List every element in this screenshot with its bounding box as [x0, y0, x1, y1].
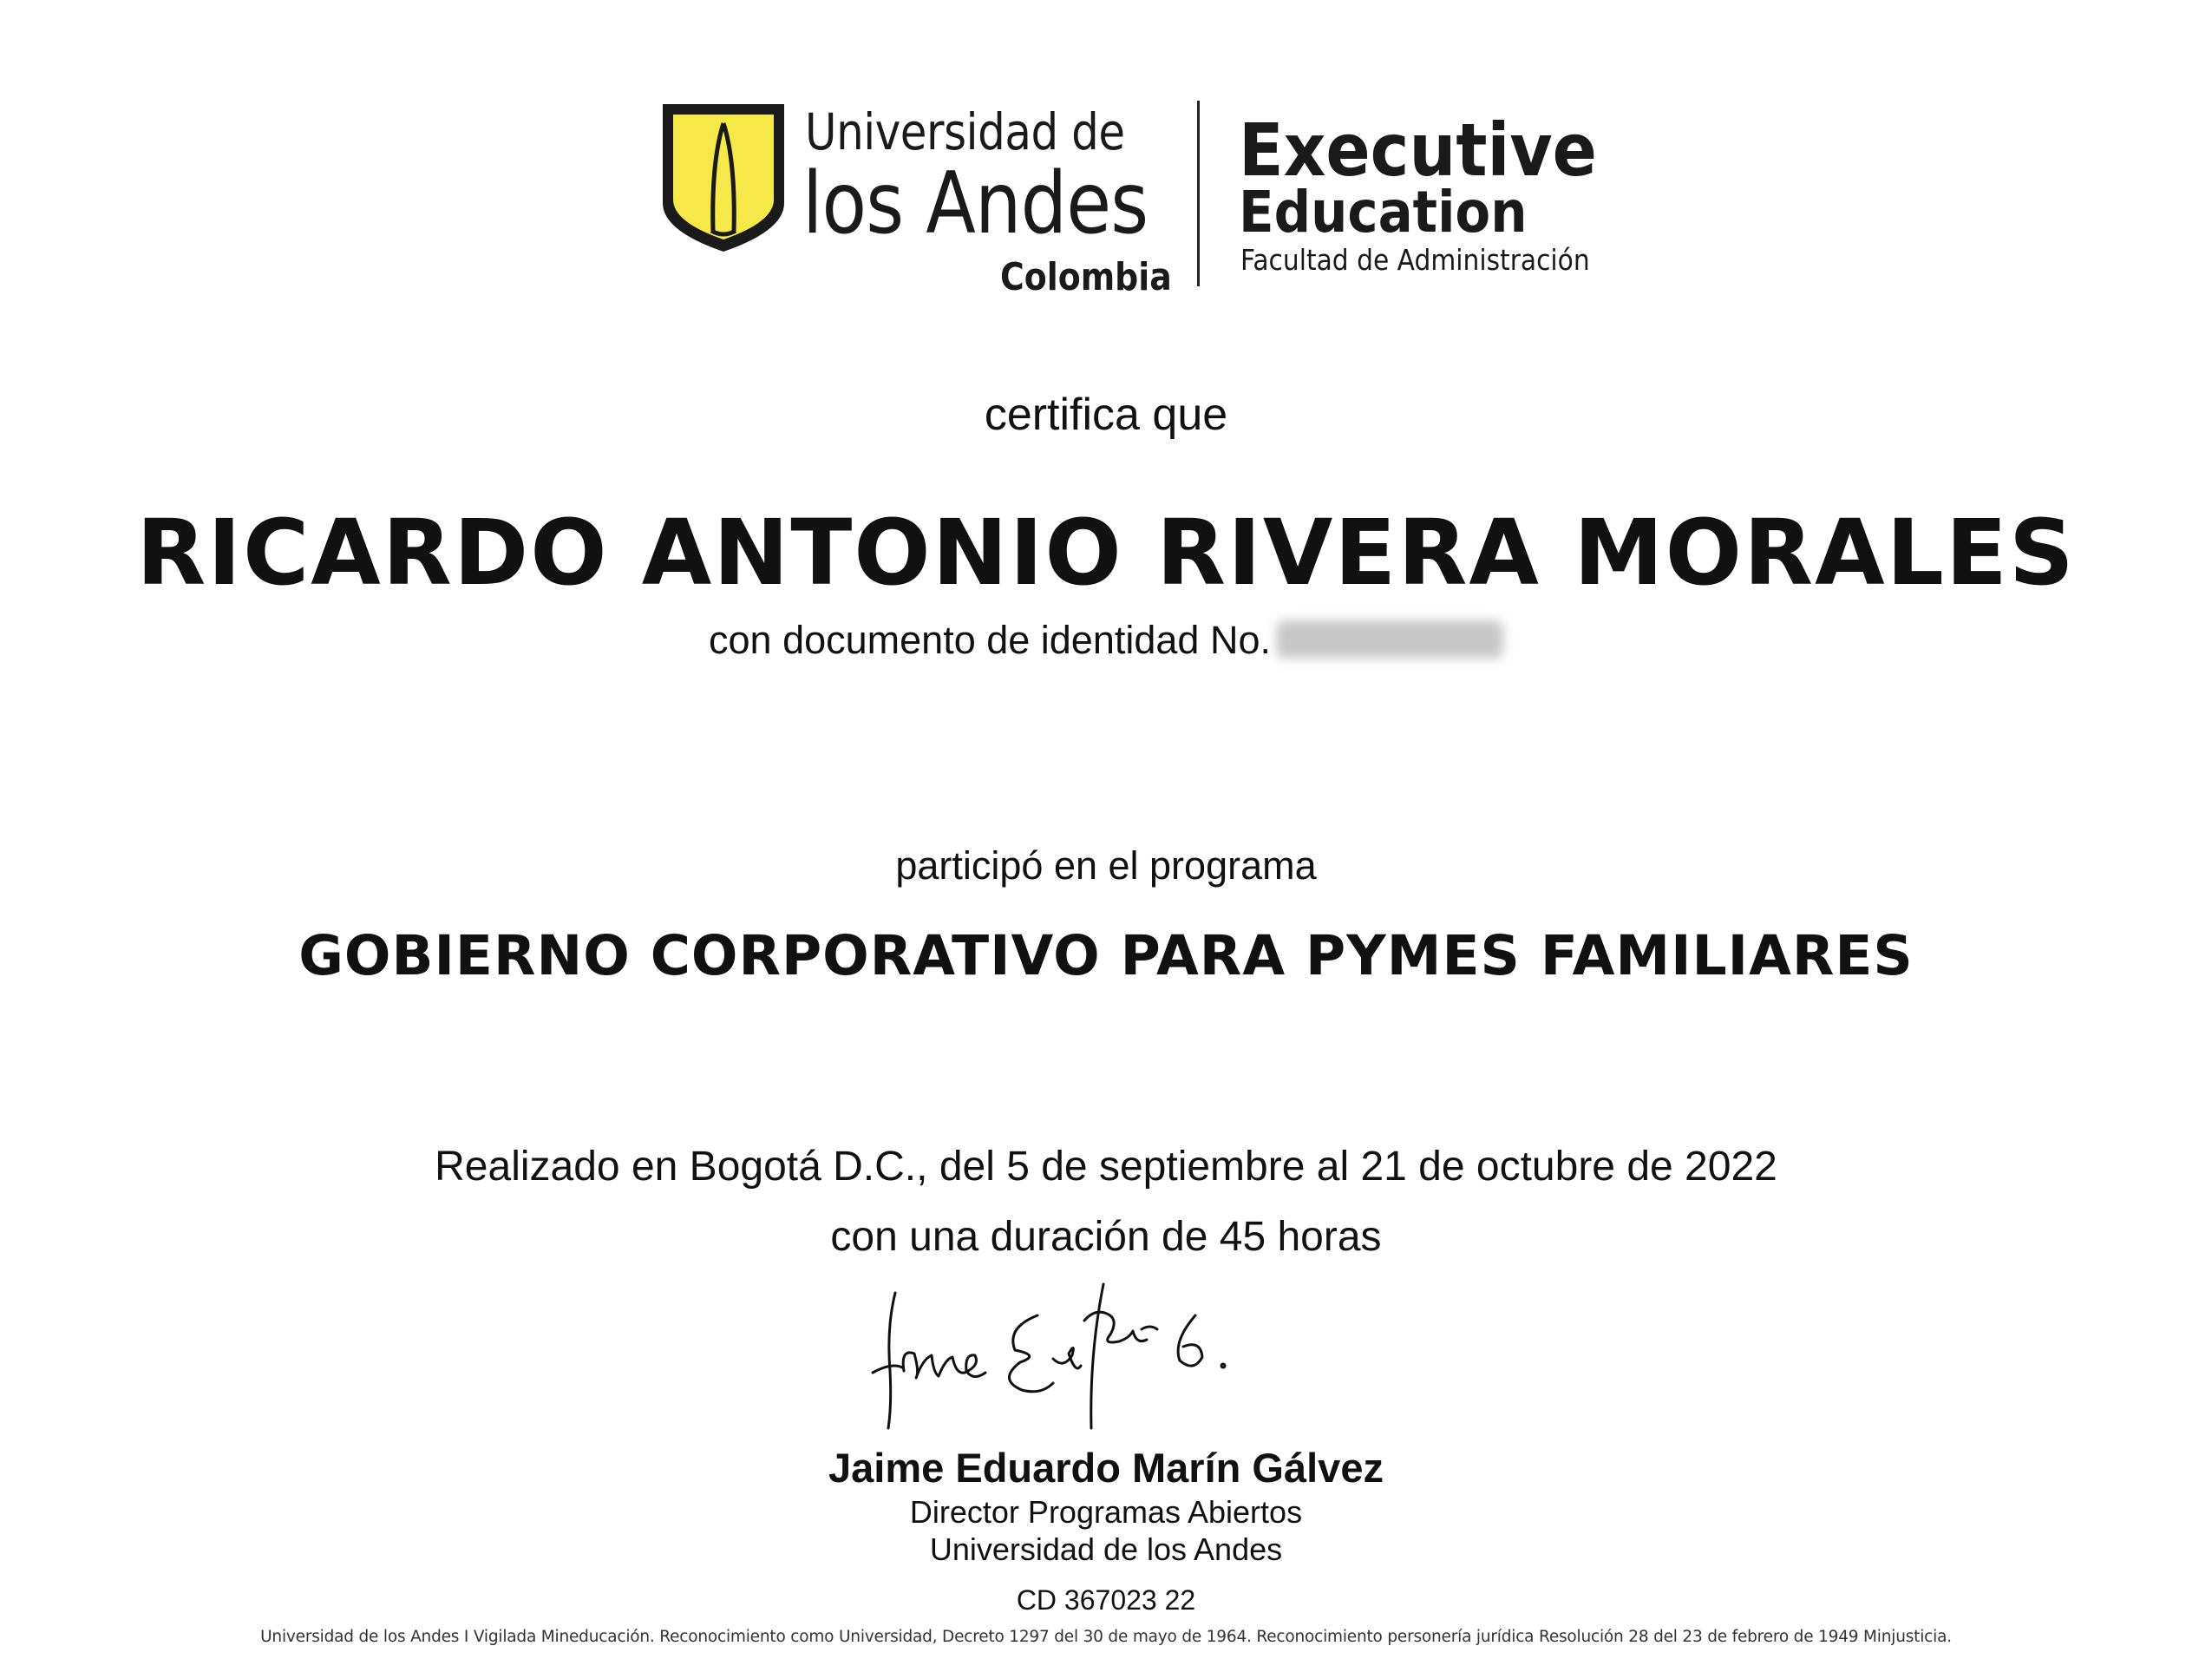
signatory-name: Jaime Eduardo Marín Gálvez	[828, 1445, 1384, 1491]
legal-footer: Universidad de los Andes I Vigilada Mineducación. Reconocimiento como Universidad, Decreto 1297 del 30 de mayo de 1964. Reconocimiento personería jurídica Resolución 28 del 23 de febrero de 1949 Minjusticia.	[260, 1628, 1952, 1646]
signatory-institution: Universidad de los Andes	[929, 1531, 1283, 1567]
signature-image	[867, 1275, 1258, 1436]
participated-text: participó en el programa	[895, 843, 1317, 888]
certificate-code: CD 367023 22	[1016, 1584, 1196, 1616]
location-dates: Realizado en Bogotá D.C., del 5 de septiembre al 21 de octubre de 2022	[435, 1144, 1777, 1190]
recipient-name: RICARDO ANTONIO RIVERA MORALES	[136, 500, 2076, 606]
signatory-title: Director Programas Abiertos	[909, 1494, 1303, 1530]
logo-exec-line1: Executive	[1239, 108, 1597, 193]
logo-university-line1: Universidad de	[805, 102, 1125, 161]
logo-divider	[1197, 101, 1200, 286]
logo-exec-line3: Facultad de Administración	[1240, 243, 1590, 277]
university-shield-icon	[659, 101, 788, 255]
certifies-text: certifica que	[984, 390, 1228, 440]
university-logo	[659, 95, 1597, 304]
logo-university-line3: Colombia	[1000, 255, 1172, 299]
duration-text: con una duración de 45 horas	[830, 1214, 1382, 1260]
id-label: con documento de identidad No.	[709, 618, 1271, 662]
redacted-id-number	[1276, 620, 1503, 659]
id-line	[0, 618, 2212, 663]
logo-exec-line2: Education	[1239, 179, 1528, 246]
program-name: GOBIERNO CORPORATIVO PARA PYMES FAMILIARES	[298, 924, 1914, 987]
logo-university-line2: los Andes	[802, 154, 1149, 253]
